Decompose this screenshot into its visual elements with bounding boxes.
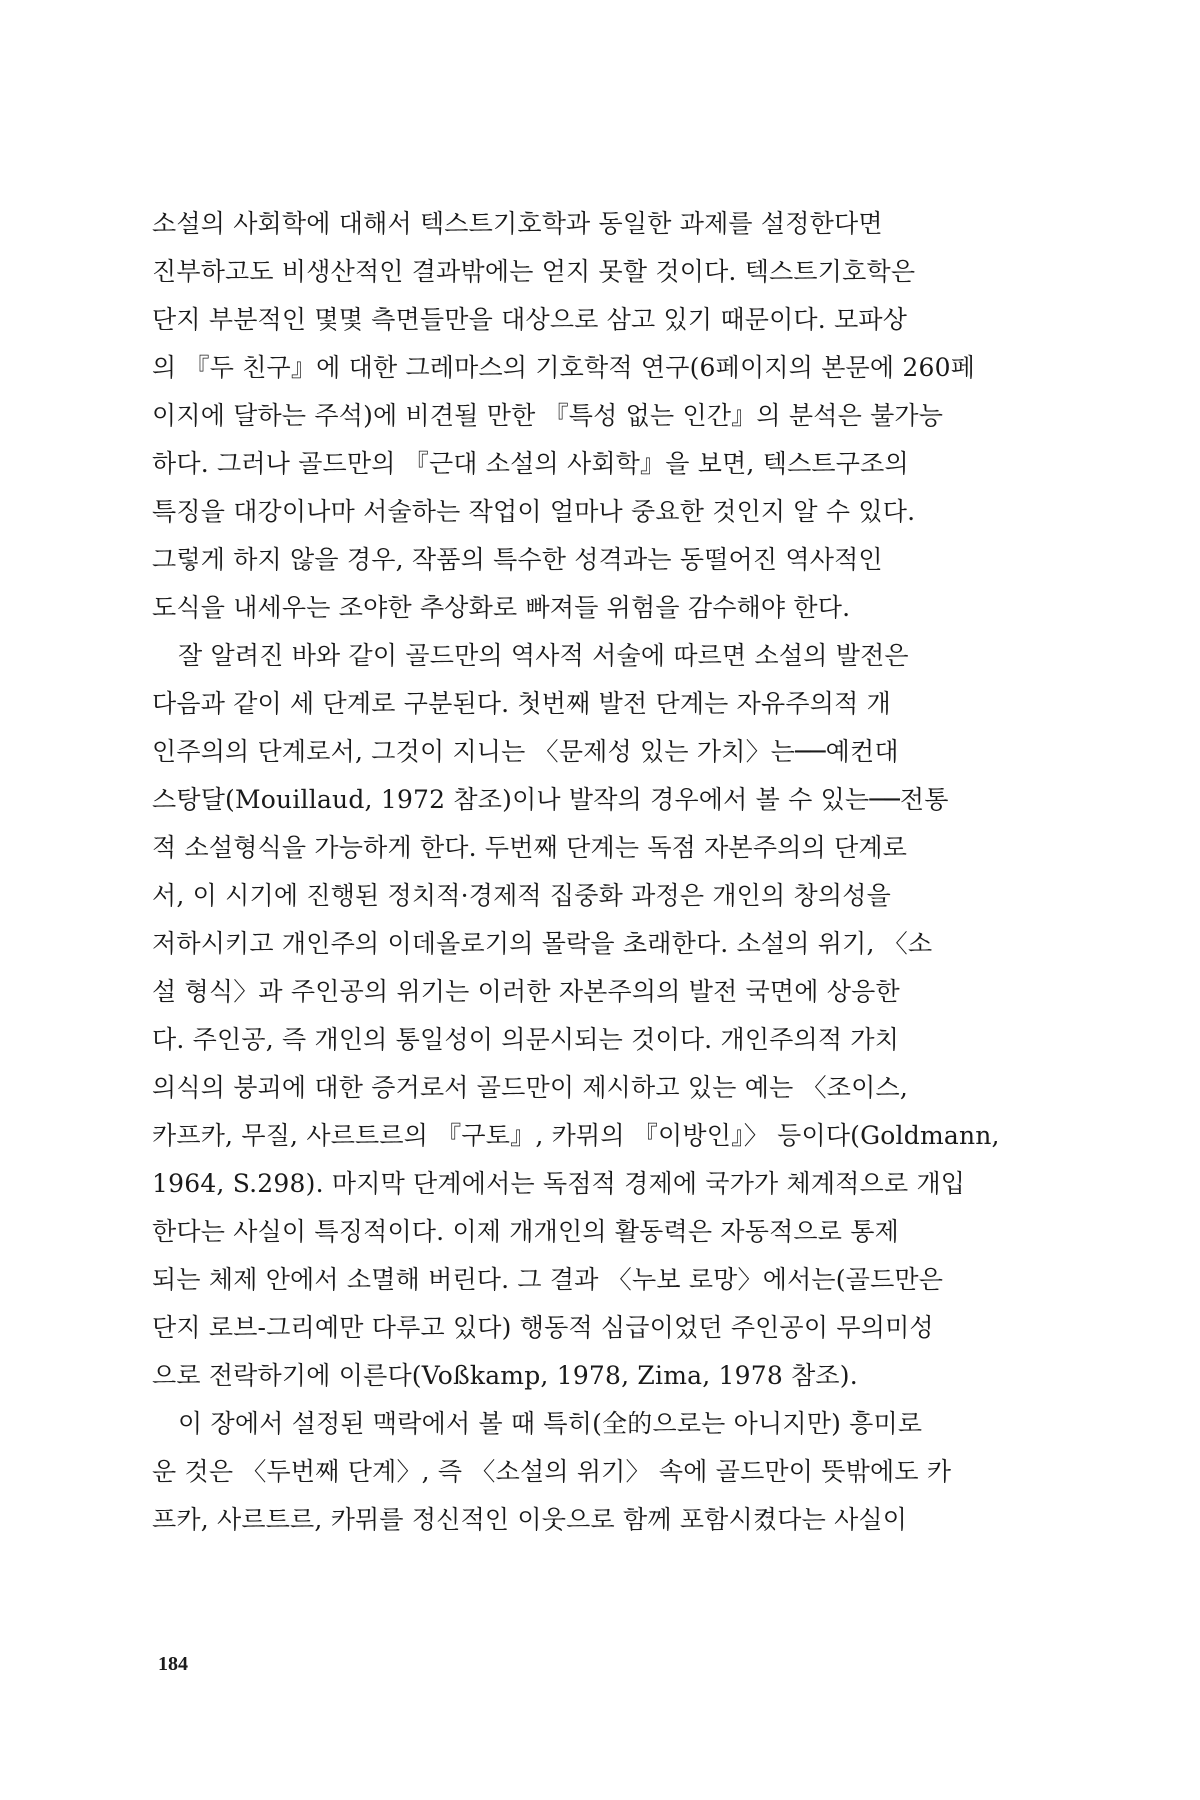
- text-line: 적 소설형식을 가능하게 한다. 두번째 단계는 독점 자본주의의 단계로: [152, 833, 908, 862]
- text-line: 특징을 대강이나마 서술하는 작업이 얼마나 중요한 것인지 알 수 있다.: [152, 497, 916, 526]
- text-line: 인주의의 단계로서, 그것이 지니는 〈문제성 있는 가치〉는──예컨대: [152, 737, 899, 766]
- text-line: 저하시키고 개인주의 이데올로기의 몰락을 초래한다. 소설의 위기, 〈소: [152, 929, 933, 958]
- text-line: 다음과 같이 세 단계로 구분된다. 첫번째 발전 단계는 자유주의적 개: [152, 689, 891, 718]
- text-line: 도식을 내세우는 조야한 추상화로 빠져들 위험을 감수해야 한다.: [152, 593, 851, 622]
- text-line: 진부하고도 비생산적인 결과밖에는 얻지 못할 것이다. 텍스트기호학은: [152, 257, 916, 286]
- text-line: 의 『두 친구』에 대한 그레마스의 기호학적 연구(6페이지의 본문에 260페: [152, 353, 976, 382]
- paragraph-start-line: 이 장에서 설정된 맥락에서 볼 때 특히(全的으로는 아니지만) 흥미로: [178, 1409, 923, 1438]
- text-line: 카프카, 무질, 사르트르의 『구토』, 카뮈의 『이방인』〉 등이다(Goldmann,: [152, 1121, 1000, 1150]
- body-text: [152, 200, 1032, 1544]
- text-line: 1964, S.298). 마지막 단계에서는 독점적 경제에 국가가 체계적으로 개입: [152, 1169, 966, 1198]
- text-line: 프카, 사르트르, 카뮈를 정신적인 이웃으로 함께 포함시켰다는 사실이: [152, 1505, 908, 1534]
- text-line: 스탕달(Mouillaud, 1972 참조)이나 발작의 경우에서 볼 수 있는──전통: [152, 785, 949, 814]
- text-line: 소설의 사회학에 대해서 텍스트기호학과 동일한 과제를 설정한다면: [152, 209, 883, 238]
- text-line: 설 형식〉과 주인공의 위기는 이러한 자본주의의 발전 국면에 상응한: [152, 977, 900, 1006]
- text-line: 그렇게 하지 않을 경우, 작품의 특수한 성격과는 동떨어진 역사적인: [152, 545, 883, 574]
- text-line: 서, 이 시기에 진행된 정치적·경제적 집중화 과정은 개인의 창의성을: [152, 881, 891, 910]
- text-line: 다. 주인공, 즉 개인의 통일성이 의문시되는 것이다. 개인주의적 가치: [152, 1025, 900, 1054]
- text-line: 운 것은 〈두번째 단계〉, 즉 〈소설의 위기〉 속에 골드만이 뜻밖에도 카: [152, 1457, 952, 1486]
- page-number: 184: [158, 1653, 188, 1675]
- text-line: 단지 부분적인 몇몇 측면들만을 대상으로 삼고 있기 때문이다. 모파상: [152, 305, 908, 334]
- text-line: 단지 로브-그리예만 다루고 있다) 행동적 심급이었던 주인공이 무의미성: [152, 1313, 934, 1342]
- text-line: 이지에 달하는 주석)에 비견될 만한 『특성 없는 인간』의 분석은 불가능: [152, 401, 944, 430]
- text-line: 하다. 그러나 골드만의 『근대 소설의 사회학』을 보면, 텍스트구조의: [152, 449, 909, 478]
- text-line: 으로 전락하기에 이른다(Voßkamp, 1978, Zima, 1978 참조).: [152, 1361, 858, 1390]
- paragraph-start-line: 잘 알려진 바와 같이 골드만의 역사적 서술에 따르면 소설의 발전은: [178, 641, 909, 670]
- text-line: 한다는 사실이 특징적이다. 이제 개개인의 활동력은 자동적으로 통제: [152, 1217, 899, 1246]
- text-line: 되는 체제 안에서 소멸해 버린다. 그 결과 〈누보 로망〉에서는(골드만은: [152, 1265, 944, 1294]
- text-line: 의식의 붕괴에 대한 증거로서 골드만이 제시하고 있는 예는 〈조이스,: [152, 1073, 908, 1102]
